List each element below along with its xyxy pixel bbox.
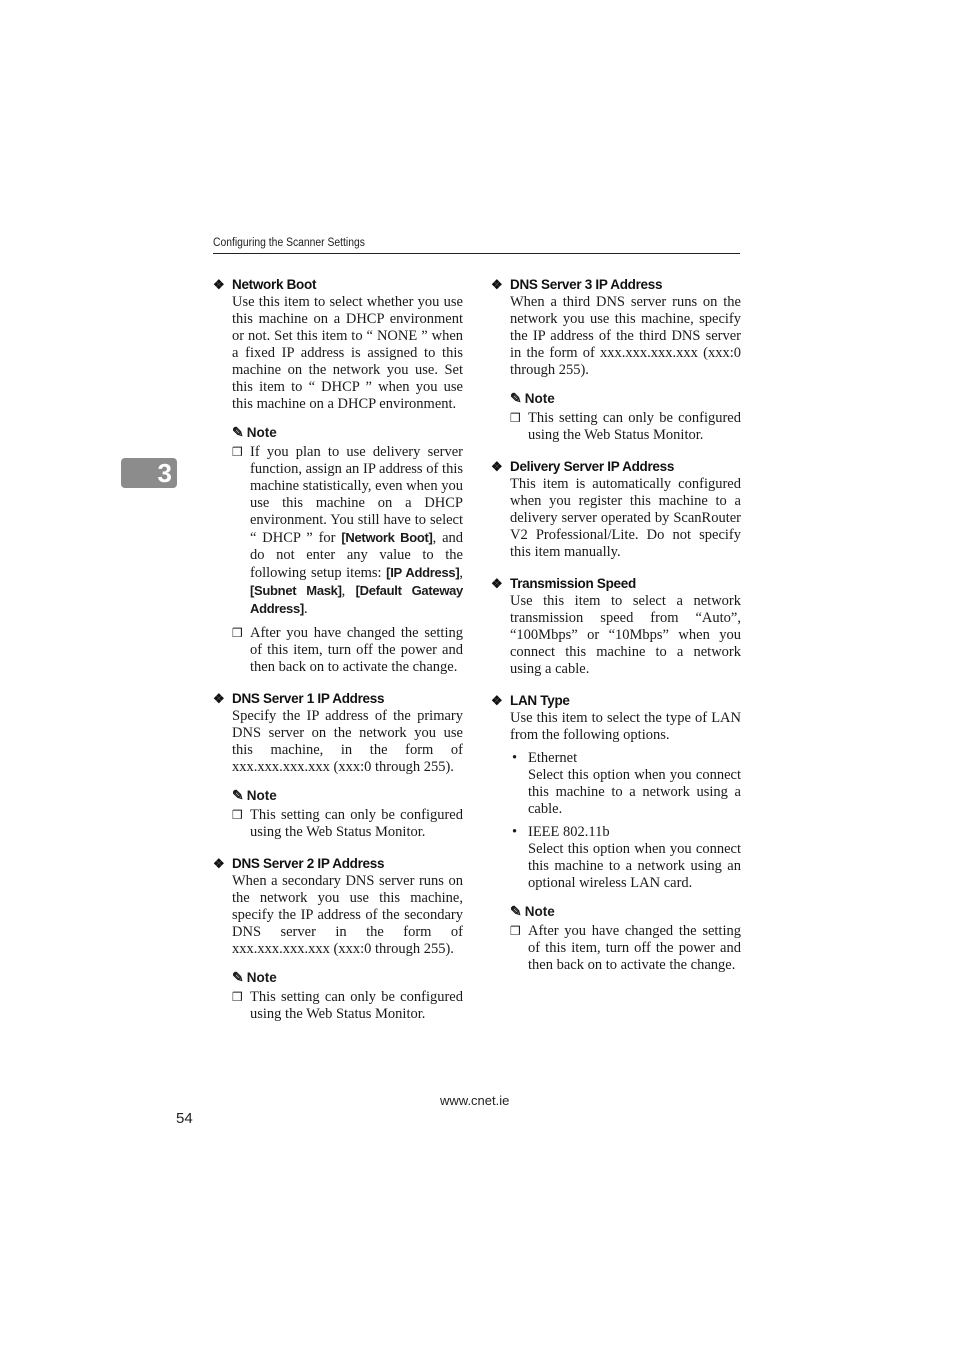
section-network-boot	[213, 275, 463, 676]
pencil-icon: ✎	[232, 424, 244, 440]
section-dns1	[213, 689, 463, 841]
pencil-icon: ✎	[232, 787, 244, 803]
section-body: Use this item to select a network transmission speed from “Auto”, “100Mbps” or “10Mbps” when you connect this machine to a network using a cable.	[510, 593, 741, 677]
right-column	[491, 275, 741, 987]
chapter-number: 3	[157, 458, 172, 488]
note-item: ❒ After you have changed the setting of this item, turn off the power and then back on to activate the change.	[510, 923, 741, 973]
section-lan-type	[491, 691, 741, 974]
note-title: ✎ Note	[232, 969, 277, 985]
checkbox-icon: ❒	[232, 808, 243, 822]
section-heading: ❖ DNS Server 3 IP Address	[491, 277, 663, 292]
chapter-tab	[121, 458, 177, 488]
pencil-icon: ✎	[510, 903, 522, 919]
note-title: ✎ Note	[232, 424, 277, 440]
checkbox-icon: ❒	[510, 924, 521, 938]
section-body: Use this item to select the type of LAN from the following options.	[510, 710, 741, 743]
section-body: This item is automatically configured when you register this machine to a delivery server operated by ScanRouter V2 Professional/Lite. Do not specify this item manually.	[510, 476, 741, 560]
header-rule	[213, 253, 740, 254]
diamond-icon: ❖	[213, 856, 225, 871]
section-heading: ❖ DNS Server 2 IP Address	[213, 856, 385, 871]
section-heading: ❖ Network Boot	[213, 277, 317, 292]
header-title: Configuring the Scanner Settings	[213, 237, 365, 249]
diamond-icon: ❖	[491, 277, 503, 292]
note-item: ❒ This setting can only be configured using the Web Status Monitor.	[232, 989, 463, 1022]
diamond-icon: ❖	[213, 277, 225, 292]
list-item	[491, 824, 741, 892]
section-heading: ❖ Delivery Server IP Address	[491, 459, 675, 474]
section-heading: ❖ DNS Server 1 IP Address	[213, 691, 385, 706]
section-delivery-server	[491, 457, 741, 561]
option-name: Ethernet	[528, 750, 578, 766]
section-dns2	[213, 854, 463, 1023]
checkbox-icon: ❒	[232, 445, 243, 459]
left-column	[213, 275, 463, 1036]
section-body: When a secondary DNS server runs on the network you use this machine, specify the IP address of the secondary DNS server in the form of xxx.xxx.xxx.xxx (xxx:0 through 255).	[232, 873, 463, 957]
pencil-icon: ✎	[510, 390, 522, 406]
diamond-icon: ❖	[491, 693, 503, 708]
checkbox-icon: ❒	[510, 411, 521, 425]
note-title: ✎ Note	[510, 390, 555, 406]
note-title: ✎ Note	[232, 787, 277, 803]
option-description: Select this option when you connect this machine to a network using an optional wireless LAN card.	[528, 841, 741, 891]
watermark-url: www.cnet.ie	[440, 1093, 510, 1108]
diamond-icon: ❖	[213, 691, 225, 706]
note-item: ❒ If you plan to use delivery server function, assign an IP address of this machine statistically, even when you use this machine on a DHCP environment. You still have to select “ DHCP ” for [Network Boot], and do not enter any value to the following setup items: [IP Address], [Subnet Mask], [Default Gateway Address].	[232, 444, 464, 617]
bullet-icon: •	[512, 824, 518, 840]
page-number: 54	[176, 1110, 193, 1127]
checkbox-icon: ❒	[232, 626, 243, 640]
option-description: Select this option when you connect this machine to a network using a cable.	[528, 767, 741, 817]
diamond-icon: ❖	[491, 459, 503, 474]
pencil-icon: ✎	[232, 969, 244, 985]
diamond-icon: ❖	[491, 576, 503, 591]
note-item: ❒ This setting can only be configured using the Web Status Monitor.	[232, 807, 463, 840]
section-heading: ❖ Transmission Speed	[491, 576, 636, 591]
section-body: Use this item to select whether you use this machine on a DHCP environment or not. Set this item to “ NONE ” when a fixed IP address is assigned to this machine on the network you use. Set this item to “ DHCP ” when you use this machine on a DHCP environment.	[232, 294, 463, 412]
note-item: ❒ This setting can only be configured using the Web Status Monitor.	[510, 410, 741, 443]
section-heading: ❖ LAN Type	[491, 693, 570, 708]
section-transmission-speed	[491, 574, 741, 678]
section-body: Specify the IP address of the primary DNS server on the network you use this machine, in the form of xxx.xxx.xxx.xxx (xxx:0 through 255).	[232, 708, 463, 775]
note-title: ✎ Note	[510, 903, 555, 919]
checkbox-icon: ❒	[232, 990, 243, 1004]
section-body: When a third DNS server runs on the network you use this machine, specify the IP address of the third DNS server in the form of xxx.xxx.xxx.xxx (xxx:0 through 255).	[510, 294, 741, 378]
section-dns3	[491, 275, 741, 444]
option-name: IEEE 802.11b	[528, 824, 610, 840]
bullet-icon: •	[512, 750, 518, 766]
list-item	[491, 750, 741, 818]
note-item: ❒ After you have changed the setting of this item, turn off the power and then back on to activate the change.	[232, 625, 463, 675]
